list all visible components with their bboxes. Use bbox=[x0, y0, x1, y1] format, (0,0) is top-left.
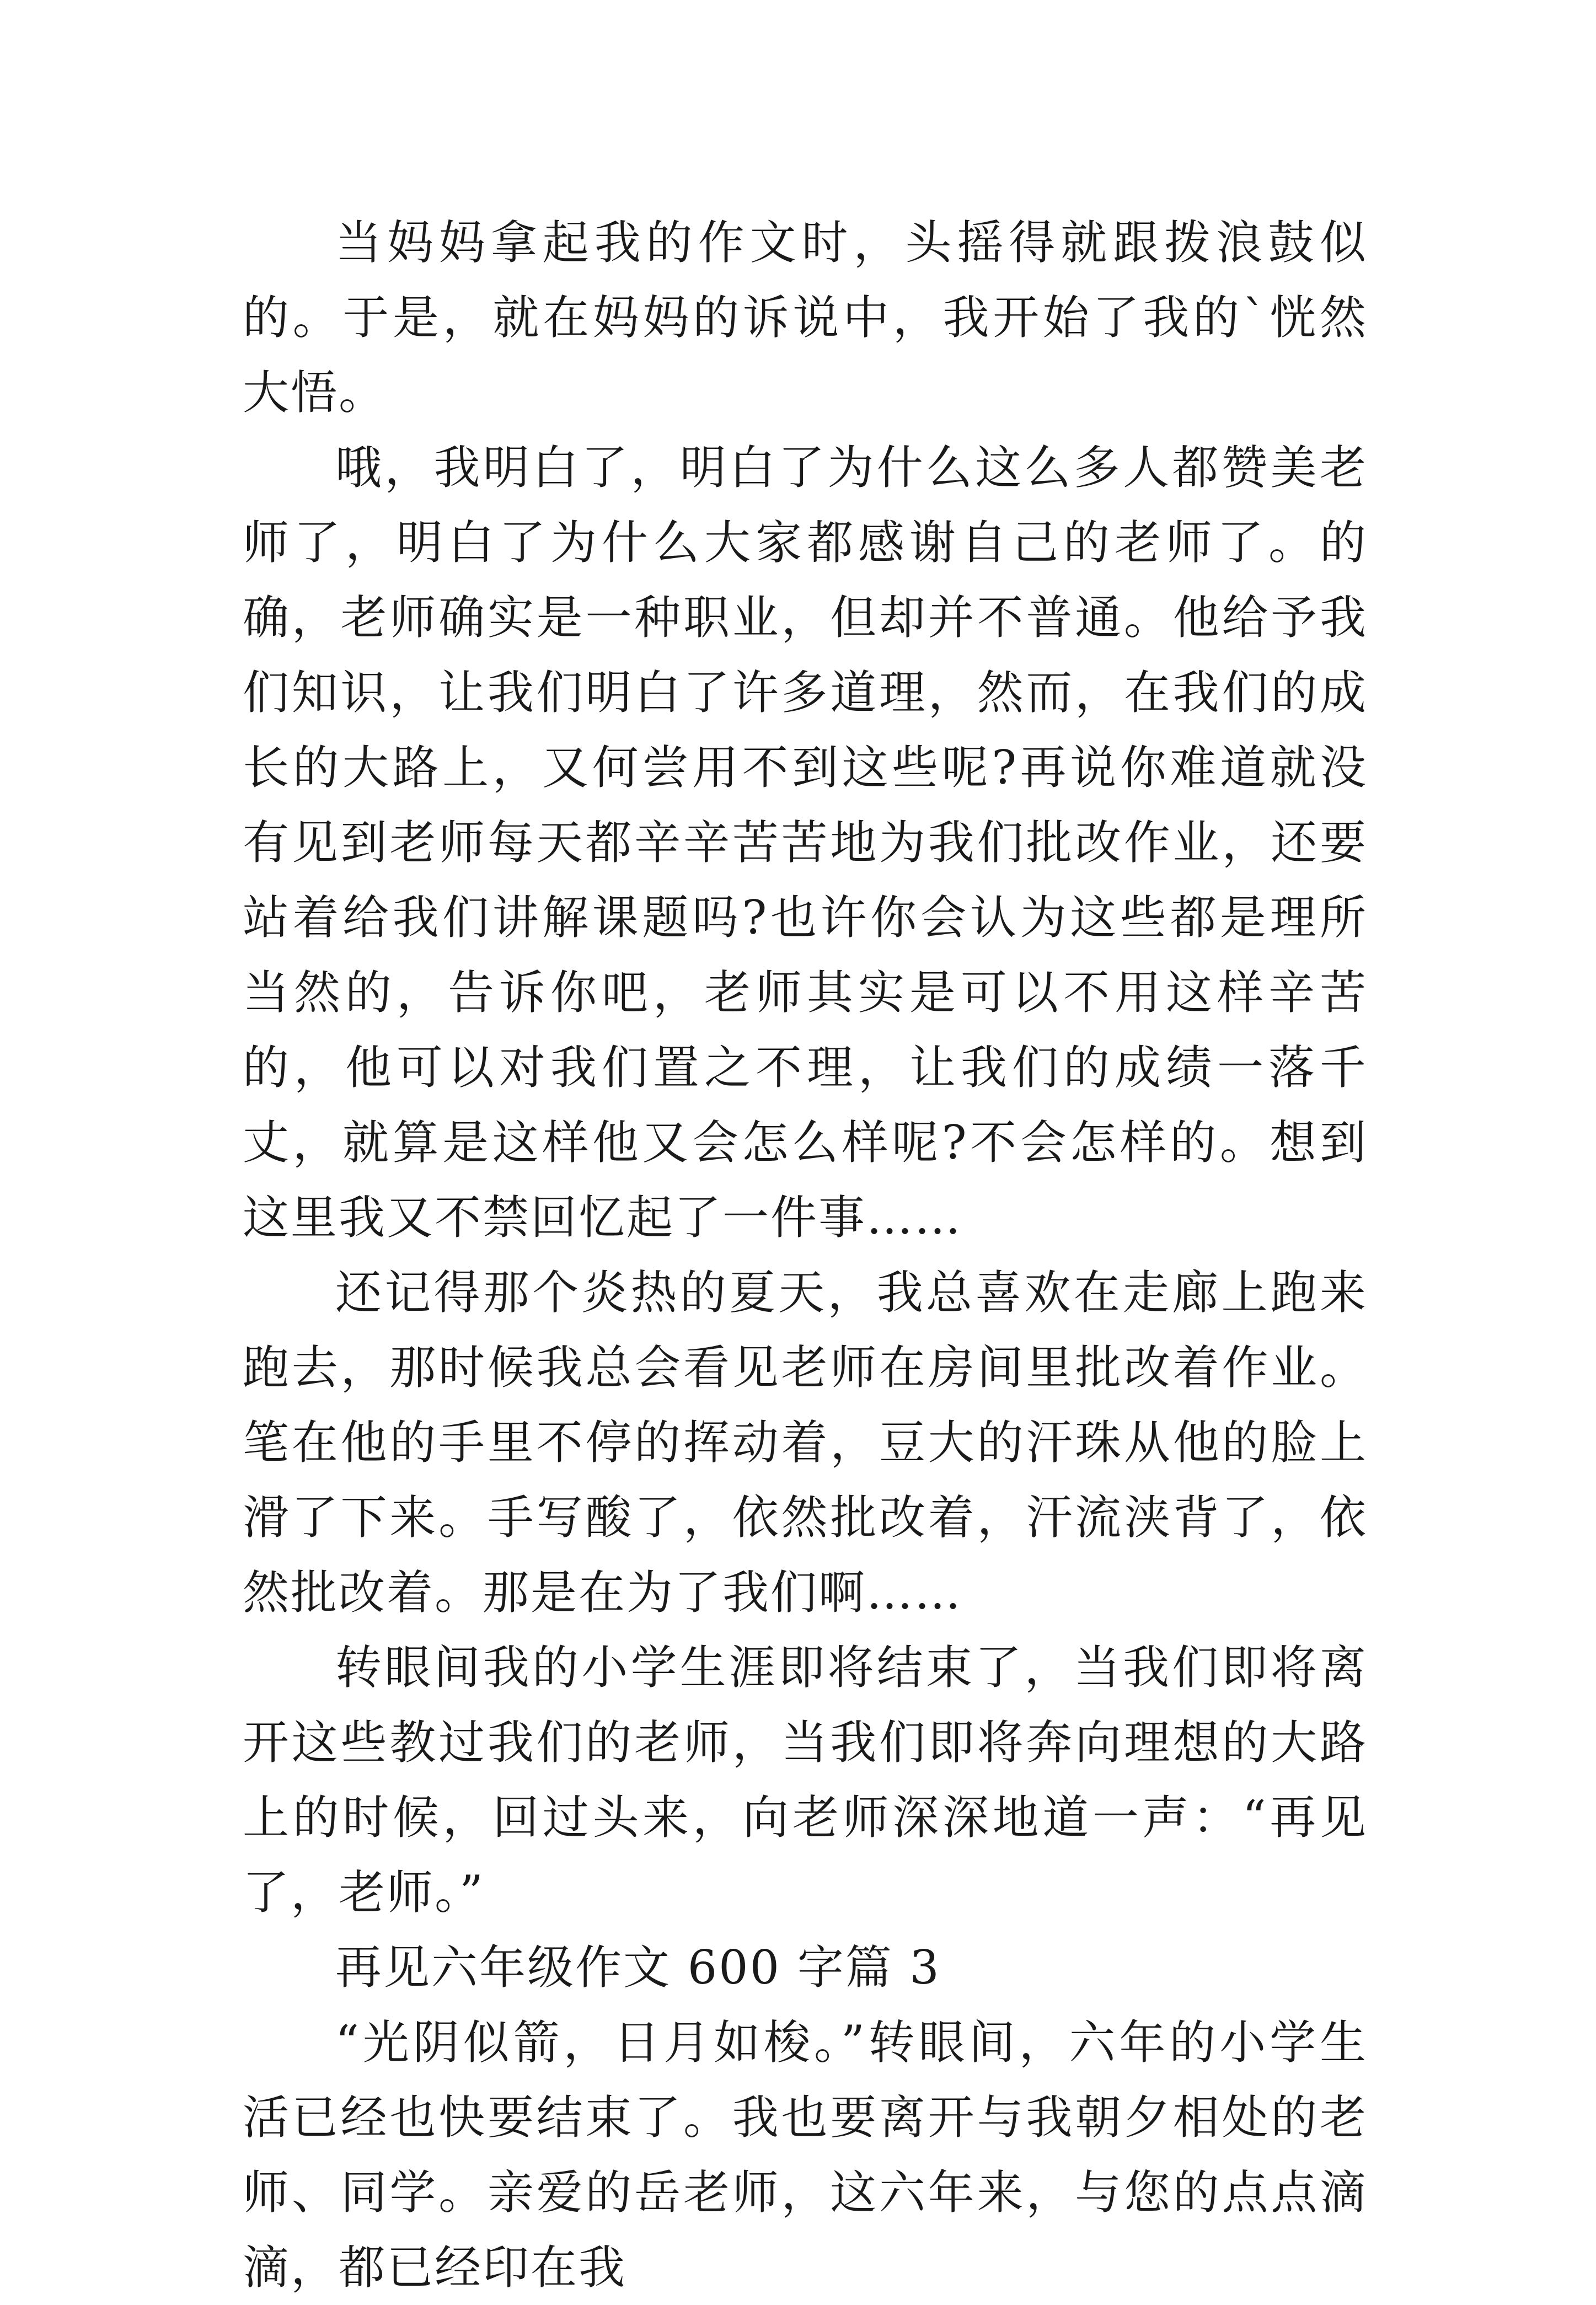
paragraph-3: 还记得那个炎热的夏天，我总喜欢在走廊上跑来跑去，那时候我总会看见老师在房间里批改着作业。笔在他的手里不停的挥动着，豆大的汗珠从他的脸上滑了下来。手写酸了，依然批改着，汗流浃背了，依然批改着。那是在为了我们啊…… bbox=[243, 1266, 1368, 1620]
section-heading: 再见六年级作文 600 字篇 3 bbox=[335, 1941, 941, 1995]
paragraph-2: 哦，我明白了，明白了为什么这么多人都赞美老师了，明白了为什么大家都感谢自己的老师了。的确，老师确实是一种职业，但却并不普通。他给予我们知识，让我们明白了许多道理，然而，在我们的成长的大路上，又何尝用不到这些呢?再说你难道就没有见到老师每天都辛辛苦苦地为我们批改作业，还要站着给我们讲解课题吗?也许你会认为这些都是理所当然的，告诉你吧，老师其实是可以不用这样辛苦的，他可以对我们置之不理，让我们的成绩一落千丈，就算是这样他又会怎么样呢?不会怎样的。想到这里我又不禁回忆起了一件事…… bbox=[243, 441, 1368, 1245]
paragraph-4: 转眼间我的小学生涯即将结束了，当我们即将离开这些教过我们的老师，当我们即将奔向理想的大路上的时候，回过头来，向老师深深地道一声：“再见了，老师。” bbox=[243, 1641, 1368, 1920]
paragraph-1: 当妈妈拿起我的作文时，头摇得就跟拨浪鼓似的。于是，就在妈妈的诉说中，我开始了我的`恍然大悟。 bbox=[243, 216, 1368, 420]
paragraph-5: “光阴似箭，日月如梭。”转眼间，六年的小学生活已经也快要结束了。我也要离开与我朝夕相处的老师、同学。亲爱的岳老师，这六年来，与您的点点滴滴，都已经印在我 bbox=[243, 2015, 1368, 2295]
document-body bbox=[243, 205, 1368, 2305]
